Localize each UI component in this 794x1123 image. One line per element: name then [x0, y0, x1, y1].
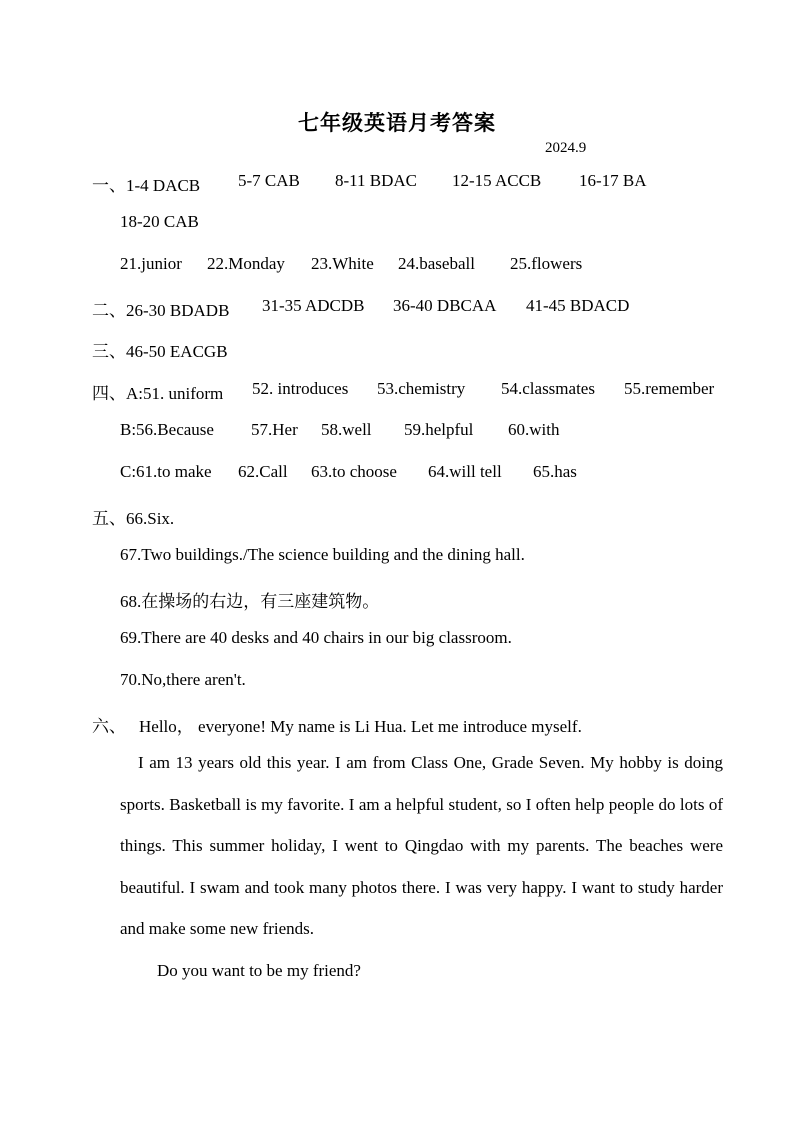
answer-item: 67.Two buildings./The science building and the dining hall.	[120, 545, 525, 564]
answer-item: 22.Monday	[207, 254, 285, 273]
essay-closing: Do you want to be my friend?	[157, 961, 361, 980]
answer-item: 62.Call	[238, 462, 288, 481]
section-marker: 四、	[92, 384, 126, 403]
answer-group: 12-15 ACCB	[452, 171, 542, 190]
answer-item: 57.Her	[251, 420, 298, 439]
section-marker: 六、	[92, 717, 126, 736]
answer-item: 69.There are 40 desks and 40 chairs in our big classroom.	[120, 628, 512, 647]
answer-group: 36-40 DBCAA	[393, 296, 497, 315]
section-marker: 一、	[92, 176, 126, 195]
answer-item: 23.White	[311, 254, 374, 273]
answer-item: 68.在操场的右边，有三座建筑物。	[120, 592, 380, 611]
answer-item: 21.junior	[120, 254, 182, 273]
answer-item: 25.flowers	[510, 254, 583, 273]
answer-item: 64.will tell	[428, 462, 502, 481]
section-marker: 三、	[92, 342, 126, 361]
answer-item: B:56.Because	[120, 420, 214, 439]
answer-item: 63.to choose	[311, 462, 397, 481]
answer-group: 5-7 CAB	[238, 171, 300, 190]
page-title: 七年级英语月考答案	[298, 111, 496, 135]
answer-group: 1-4 DACB	[126, 176, 201, 195]
answer-group: 46-50 EACGB	[126, 342, 228, 361]
answer-item: 52. introduces	[252, 379, 349, 398]
answer-item: 58.well	[321, 420, 372, 439]
answer-item: 24.baseball	[398, 254, 475, 273]
answer-group: 18-20 CAB	[120, 212, 199, 231]
date: 2024.9	[545, 140, 587, 156]
answer-item: 70.No,there aren't.	[120, 670, 246, 689]
answer-group: 8-11 BDAC	[335, 171, 418, 190]
answer-group: 41-45 BDACD	[526, 296, 630, 315]
answer-item: 55.remember	[624, 379, 715, 398]
answer-item: 60.with	[508, 420, 560, 439]
answer-item: A:51. uniform	[126, 384, 224, 403]
essay-body: I am 13 years old this year. I am from Class One, Grade Seven. My hobby is doing sports. Basketball is my favorite. I am a helpful student, so I often help people do lots of things. This summer holiday, I went to Qingdao with my parents. The beaches were beautiful. I swam and took many photos there. I was very happy. I want to study harder and make some new friends.	[120, 753, 723, 938]
section-4-row-a	[92, 379, 223, 404]
section-marker: 五、	[92, 509, 126, 528]
answer-item: 65.has	[533, 462, 577, 481]
answer-item: C:61.to make	[120, 462, 212, 481]
answer-group: 16-17 BA	[579, 171, 647, 190]
essay-opening: Hello， everyone! My name is Li Hua. Let me introduce myself.	[139, 717, 582, 736]
answer-group: 26-30 BDADB	[126, 301, 230, 320]
answer-group: 31-35 ADCDB	[262, 296, 365, 315]
section-3-row	[92, 337, 228, 362]
section-2-row	[92, 296, 229, 321]
section-1-row-1	[92, 171, 200, 196]
answer-item: 59.helpful	[404, 420, 474, 439]
answer-item: 54.classmates	[501, 379, 595, 398]
section-marker: 二、	[92, 301, 126, 320]
answer-item: 53.chemistry	[377, 379, 466, 398]
section-5-row	[92, 504, 174, 529]
answer-item: 66.Six.	[126, 509, 175, 528]
